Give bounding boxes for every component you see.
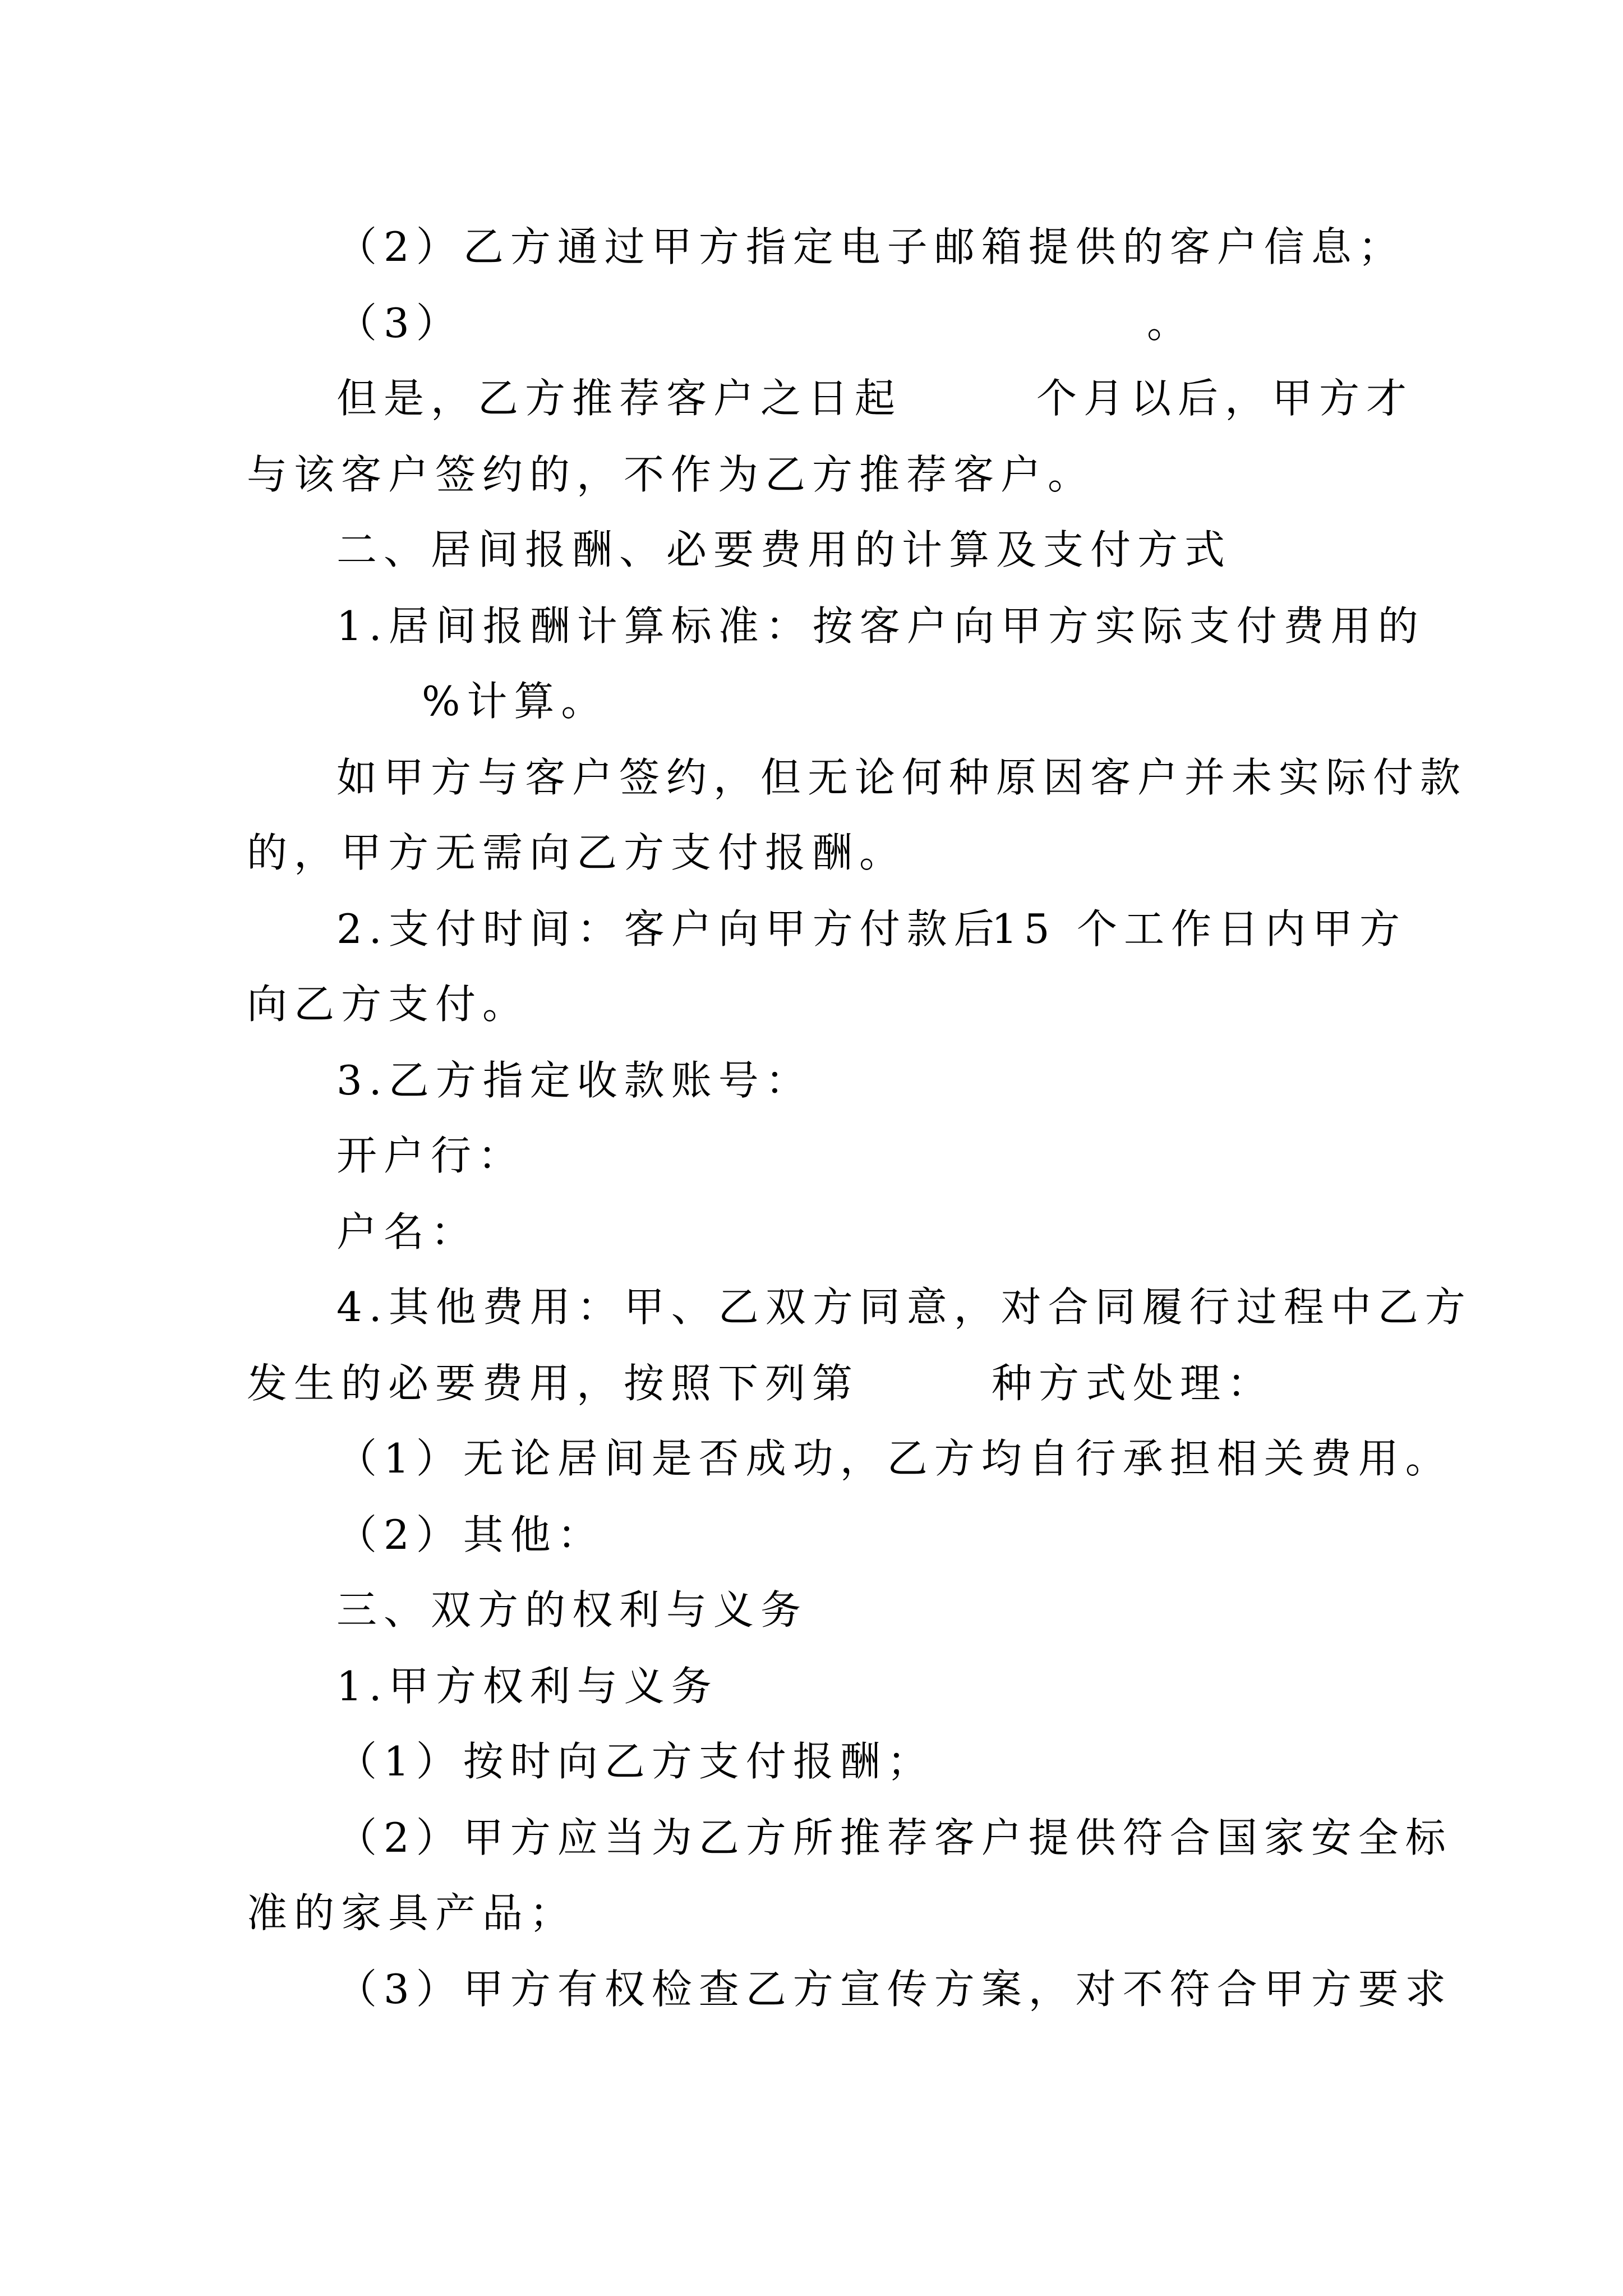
text-line: （3）甲方有权检查乙方宣传方案，对不符合甲方要求 bbox=[336, 1966, 1453, 2013]
text-line: 户名： bbox=[336, 1208, 478, 1255]
text-line: 三、双方的权利与义务 bbox=[336, 1586, 808, 1634]
text-line: （1）按时向乙方支付报酬； bbox=[336, 1738, 934, 1785]
text-line: %计算。 bbox=[422, 678, 608, 725]
text-line: 1.甲方权利与义务 bbox=[336, 1663, 718, 1710]
text-line: 15 bbox=[992, 905, 1057, 953]
text-line: 向乙方支付。 bbox=[247, 981, 530, 1028]
text-line: 4.其他费用：甲、乙双方同意，对合同履行过程中乙方 bbox=[336, 1283, 1472, 1331]
text-line: （2）甲方应当为乙方所推荐客户提供符合国家安全标 bbox=[336, 1814, 1453, 1861]
text-line: 的，甲方无需向乙方支付报酬。 bbox=[247, 829, 907, 876]
text-line: （2）其他： bbox=[336, 1511, 605, 1558]
text-line: 二、居间报酬、必要费用的计算及支付方式 bbox=[336, 526, 1232, 573]
text-line: 3.乙方指定收款账号： bbox=[336, 1057, 813, 1104]
text-line: （2）乙方通过甲方指定电子邮箱提供的客户信息； bbox=[336, 223, 1405, 270]
text-line: 与该客户签约的，不作为乙方推荐客户。 bbox=[247, 451, 1095, 498]
text-line: 2.支付时间：客户向甲方付款后 bbox=[336, 905, 1001, 953]
text-line: 但是，乙方推荐客户之日起 bbox=[336, 375, 902, 422]
text-line: （1）无论居间是否成功，乙方均自行承担相关费用。 bbox=[336, 1435, 1453, 1482]
text-line: 1.居间报酬计算标准：按客户向甲方实际支付费用的 bbox=[336, 602, 1425, 650]
text-line: 种方式处理： bbox=[992, 1360, 1275, 1407]
text-line: （3） bbox=[336, 300, 463, 347]
text-line: 。 bbox=[1147, 300, 1195, 347]
text-line: 发生的必要费用，按照下列第 bbox=[247, 1360, 860, 1407]
text-line: 如甲方与客户签约，但无论何种原因客户并未实际付款 bbox=[336, 754, 1468, 801]
text-line: 个工作日内甲方 bbox=[1077, 905, 1407, 953]
text-line: 开户行： bbox=[336, 1132, 525, 1179]
text-line: 准的家具产品； bbox=[247, 1889, 577, 1936]
text-line: 个月以后，甲方才 bbox=[1036, 375, 1414, 422]
